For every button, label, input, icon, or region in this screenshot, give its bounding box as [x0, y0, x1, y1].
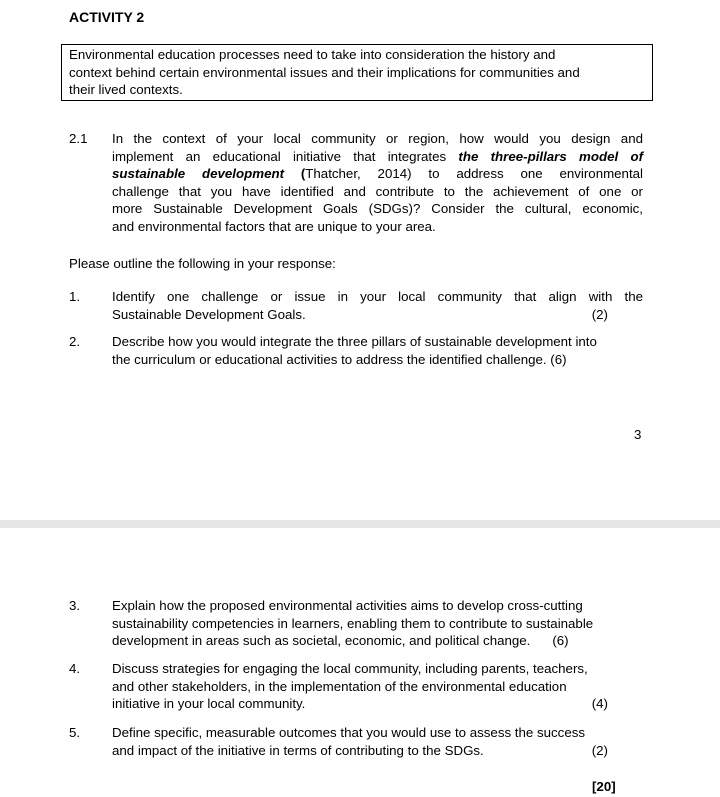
item-line: sustainability competencies in learners, enabling them to contribute to sustainable: [112, 615, 594, 631]
item-text: Sustainable Development Goals.: [112, 306, 306, 322]
item-line: Identify one challenge or issue in your local community that align with the: [112, 289, 643, 304]
question-text-fragment: Thatcher, 2014) to address one environmental: [305, 166, 643, 181]
list-item: [112, 288, 643, 323]
item-line: [112, 742, 643, 760]
item-line: [112, 306, 643, 324]
emphasis-three-pillars: the three-pillars model of: [458, 148, 643, 164]
list-item: [112, 333, 643, 368]
question-2-1-text: [112, 130, 643, 235]
question-line: [112, 148, 643, 166]
question-line: In the context of your local community or region, how would you design and: [112, 131, 643, 146]
question-text-fragment: implement an educational initiative that integrates: [112, 148, 459, 164]
item-number: 1.: [69, 289, 81, 304]
marks-label: (6): [552, 633, 569, 648]
question-line: challenge that you have identified and contribute to the achievement of one or: [112, 183, 643, 199]
item-text: development in areas such as societal, economic, and political change.: [112, 633, 531, 648]
item-line: and other stakeholders, in the implementation of the environmental education: [112, 678, 567, 694]
item-number: 3.: [69, 598, 81, 613]
question-line: and environmental factors that are unique to your area.: [112, 218, 436, 234]
item-number: 4.: [69, 661, 81, 676]
item-text: and impact of the initiative in terms of contributing to the SDGs.: [112, 742, 484, 758]
list-item: [112, 724, 643, 759]
list-item: [112, 597, 643, 650]
question-line: more Sustainable Development Goals (SDGs)? Consider the cultural, economic,: [112, 201, 643, 216]
item-line: [112, 632, 643, 650]
marks-label: (2): [591, 306, 608, 322]
context-line: context behind certain environmental issues and their implications for communities and: [69, 64, 580, 80]
context-line: Environmental education processes need to take into consideration the history and: [69, 47, 556, 62]
item-text: initiative in your local community.: [112, 696, 306, 711]
marks-label: (2): [591, 742, 608, 758]
list-item: [112, 660, 643, 713]
item-line: Describe how you would integrate the three pillars of sustainable development into: [112, 334, 597, 349]
total-marks: [20]: [592, 779, 616, 794]
question-line: [112, 165, 643, 183]
item-line: Define specific, measurable outcomes that you would use to assess the success: [112, 725, 586, 740]
item-line: [112, 695, 643, 713]
question-number: 2.1: [69, 131, 88, 146]
document-page-2: [0, 528, 720, 797]
context-box: [61, 44, 653, 101]
item-line: Explain how the proposed environmental activities aims to develop cross-cutting: [112, 598, 583, 613]
item-number: 5.: [69, 725, 81, 740]
page-number: 3: [634, 427, 642, 442]
activity-title: ACTIVITY 2: [69, 9, 145, 25]
item-line: the curriculum or educational activities to address the identified challenge. (6): [112, 351, 567, 367]
emphasis-sustainable-development: sustainable development: [112, 166, 285, 181]
outline-intro: Please outline the following in your response:: [69, 256, 336, 271]
item-number: 2.: [69, 334, 81, 349]
page-separator: [0, 520, 720, 528]
question-text-fragment: (: [284, 166, 306, 181]
context-line: their lived contexts.: [69, 82, 183, 97]
item-line: Discuss strategies for engaging the local community, including parents, teachers,: [112, 661, 588, 676]
marks-label: (4): [591, 696, 608, 711]
